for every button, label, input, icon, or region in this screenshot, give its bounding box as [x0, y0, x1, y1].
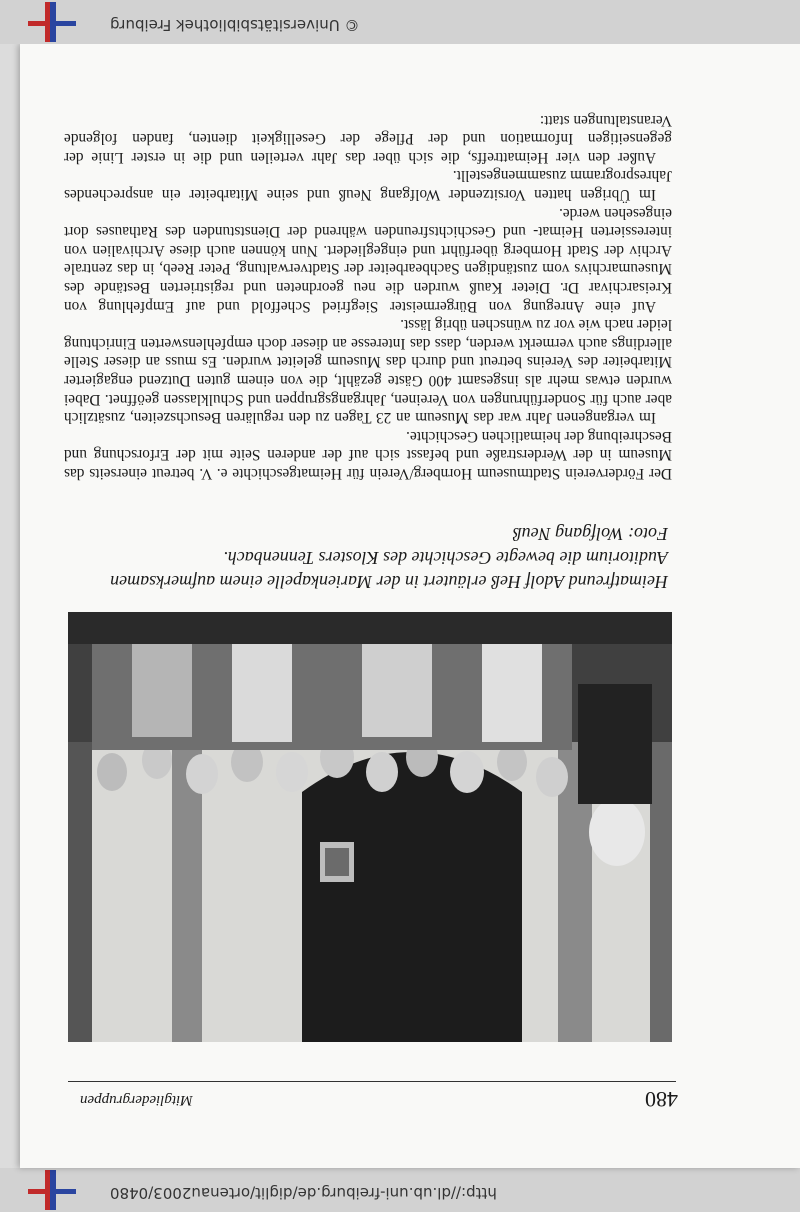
library-header-bar: [0, 1168, 800, 1212]
body-paragraph: Im Übrigen hatten Vorsitzender Wolfgang Neuß und seine Mitarbeiter ein ansprechendes Jahresprogramm zusammengestellt.: [64, 167, 672, 204]
photo-marienkapelle: [68, 612, 672, 1042]
body-paragraph: Im vergangenen Jahr war das Museum an 23 Tagen zu den regulären Besuchszeiten, zusätzlich aber auch für Sonderführungen von Vereinen, Jahrgangsgruppen und Schulklassen geöffnet. Dabei wurden etwas mehr als insgesamt 400 Gäste gezählt, die von einem guten Dutzend engagierter Mitarbeiter des Vereins betreut und durch das Museum geleitet wurden. Es muss an dieser Stelle allerdings auch vermerkt werden, dass das Interesse an dieser doch empfehlenswerten Einrichtung leider nach wie vor zu wünschen übrig lässt.: [64, 316, 672, 427]
article-body: [64, 110, 672, 482]
body-paragraph: Der Förderverein Stadtmuseum Hornberg/Verein für Heimatgeschichte e. V. betreut einerseits das Museum in der Werderstraße und befasst sich auf der anderen Seite mit der Erforschung und Beschreibung der heimatlichen Geschichte.: [64, 427, 672, 482]
library-logo-icon: [24, 1170, 80, 1210]
photo-caption: [68, 522, 668, 594]
page-number: 480: [645, 1087, 678, 1112]
running-head: Mitgliedergruppen: [80, 1092, 193, 1108]
body-paragraph: Außer den vier Heimattreffs, die sich über das Jahr verteilen und die in erster Linie der gegenseitigen Information und der Pflege der Geselligkeit dienten, fanden folgende Veranstaltungen statt:: [64, 111, 672, 166]
library-footer-bar: [0, 0, 800, 44]
body-paragraph: Auf eine Anregung von Bürgermeister Siegfried Scheffold und auf Empfehlung von Kreisarchivar Dr. Dieter Kauß wurden die neu geordneten und registrierten Bestände des Museumarchivs vom zuständigen Sachbearbeiter der Stadtverwaltung, Peter Reeb, in das zentrale Archiv der Stadt Hornberg überführt und eingegliedert. Nun können auch diese Archivalien von interessierten Heimat- und Geschichtsfreunden während der Dienststunden des Rathauses dort eingesehen werde.: [64, 204, 672, 315]
library-logo-icon: [24, 2, 80, 42]
photo-credit: Foto: Wolfgang Neuß: [512, 524, 668, 544]
caption-text: Heimatfreund Adolf Heß erläutert in der Marienkapelle einem aufmerksamen Auditorium die bewegte Geschichte des Klosters Tennenbach.: [110, 548, 668, 592]
copyright-notice: © Universitätsbibliothek Freiburg: [110, 16, 360, 34]
page-url[interactable]: http://dl.ub.uni-freiburg.de/diglit/ortenau2003/0480: [110, 1184, 497, 1202]
book-page: [20, 44, 800, 1168]
header-rule: [68, 1081, 676, 1082]
